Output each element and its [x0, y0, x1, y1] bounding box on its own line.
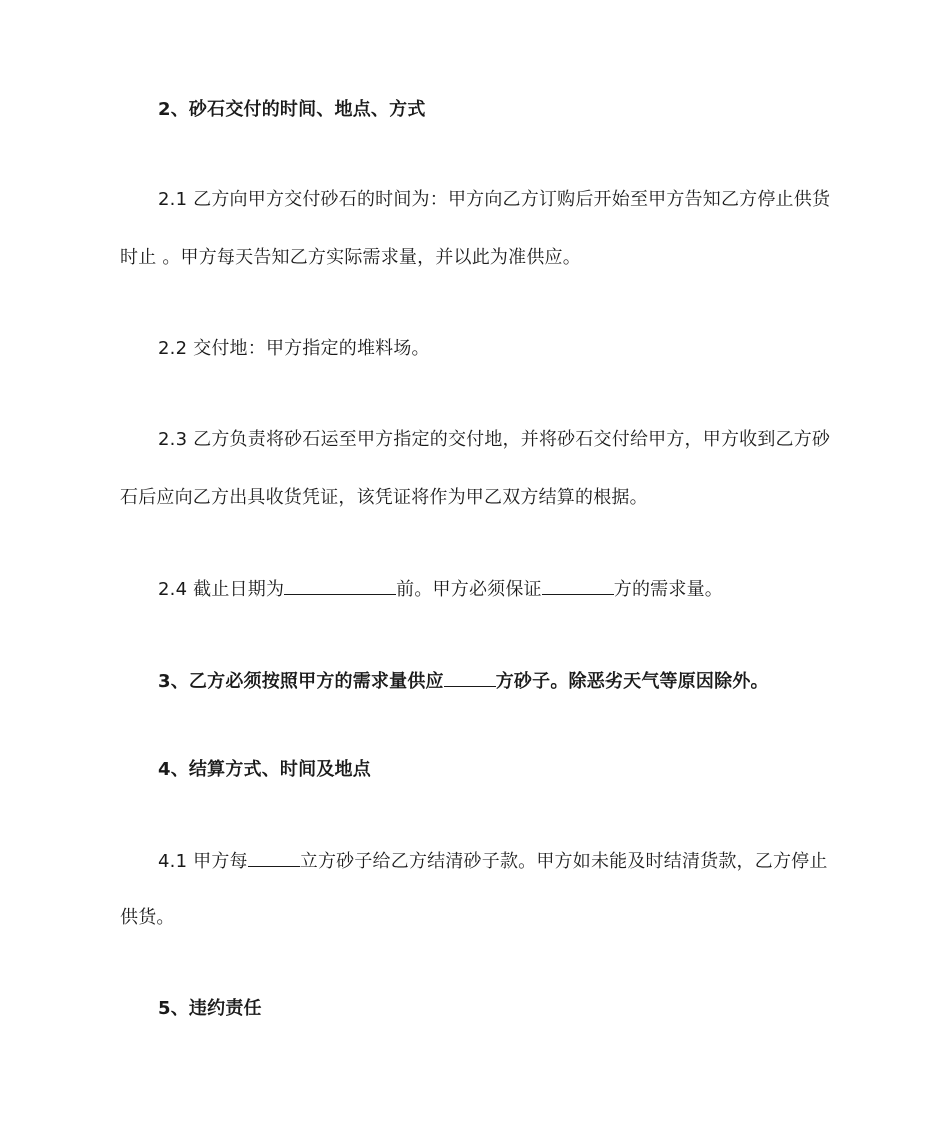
section-3-text-after: 方砂子。除恶劣天气等原因除外。 [495, 671, 769, 692]
clause-2-4-text-after: 方的需求量。 [613, 579, 723, 600]
clause-2-2: 2.2 交付地：甲方指定的堆料场。 [158, 338, 430, 359]
clause-4-1-line-1 [158, 848, 828, 874]
clause-4-1-text-before: 4.1 甲方每 [158, 851, 248, 872]
quantity-blank[interactable] [542, 576, 614, 595]
clause-2-1-line-1: 2.1 乙方向甲方交付砂石的时间为：甲方向乙方订购后开始至甲方告知乙方停止供货 [158, 189, 831, 210]
clause-2-1-line-2: 时止 。甲方每天告知乙方实际需求量，并以此为准供应。 [120, 247, 581, 268]
clause-2-4-text-middle: 前。甲方必须保证 [396, 579, 542, 600]
supply-quantity-blank[interactable] [444, 668, 496, 687]
clause-2-4 [158, 576, 723, 602]
clause-2-3-line-2: 石后应向乙方出具收货凭证，该凭证将作为甲乙双方结算的根据。 [120, 487, 648, 508]
section-heading-2: 2、砂石交付的时间、地点、方式 [158, 99, 426, 120]
deadline-blank[interactable] [284, 576, 396, 595]
section-heading-5: 5、违约责任 [158, 998, 262, 1019]
clause-2-4-text-before: 2.4 截止日期为 [158, 579, 285, 600]
clause-2-3-line-1: 2.3 乙方负责将砂石运至甲方指定的交付地，并将砂石交付给甲方，甲方收到乙方砂 [158, 429, 831, 450]
section-heading-4: 4、结算方式、时间及地点 [158, 759, 371, 780]
clause-4-1-text-after: 立方砂子给乙方结清砂子款。甲方如未能及时结清货款，乙方停止 [299, 851, 828, 872]
settlement-quantity-blank[interactable] [248, 848, 300, 867]
clause-4-1-line-2: 供货。 [120, 907, 175, 928]
section-heading-3 [158, 668, 769, 694]
section-3-text-before: 3、乙方必须按照甲方的需求量供应 [158, 671, 444, 692]
